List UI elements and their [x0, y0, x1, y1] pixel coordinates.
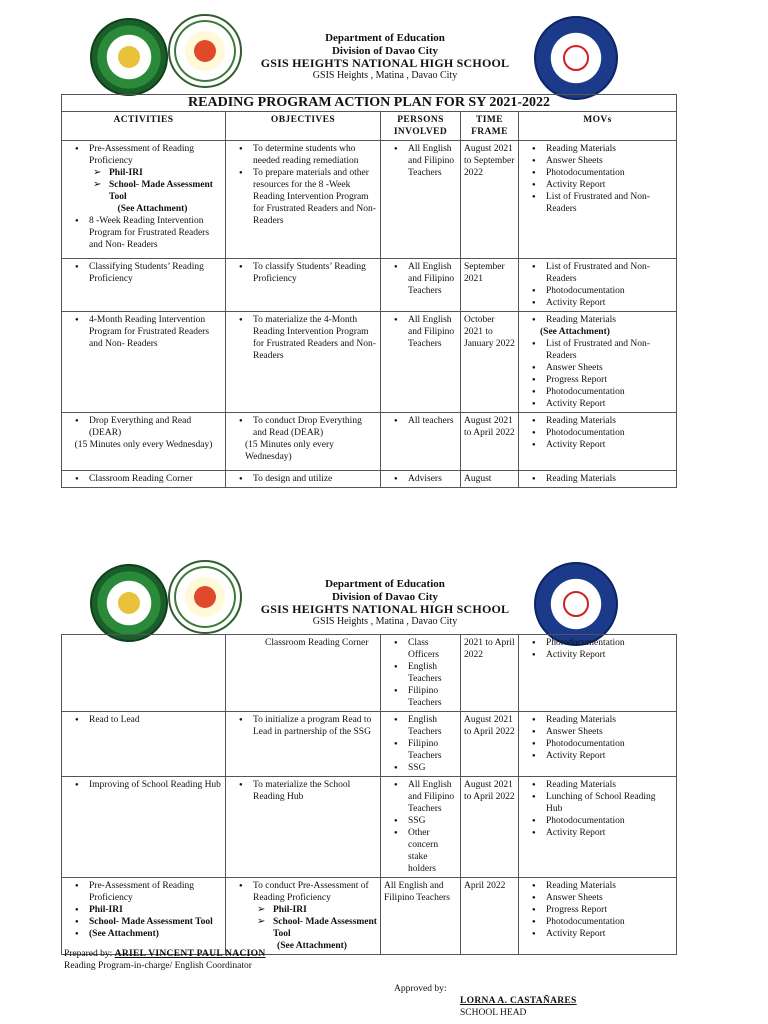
action-plan-table-page-1: [61, 94, 677, 488]
cell-activities: ● Classroom Reading Corner: [62, 471, 226, 488]
table-row: [62, 878, 677, 955]
table-row: [62, 259, 677, 312]
header-division: Division of Davao City: [331, 44, 439, 57]
cell-movs: ● Photodocumentation ● Activity Report: [519, 635, 677, 712]
cell-activities: ● 4-Month Reading Intervention Program for Frustrated Readers and Non- Readers: [62, 312, 226, 413]
cell-activities: ● Improving of School Reading Hub: [62, 777, 226, 878]
table-row: [62, 777, 677, 878]
col-persons: PERSONS INVOLVED: [381, 112, 461, 141]
cell-objectives: ● To determine students who needed reading remediation ● To prepare materials and other resources for the 8 -Week Reading Intervention Program for Frustrated Readers and Non- Readers: [226, 141, 381, 259]
cell-objectives: ● To classify Students’ Reading Proficiency: [226, 259, 381, 312]
davao-city-division-logo-icon: [90, 564, 168, 642]
header-text: [240, 32, 530, 82]
cell-persons: ● All English and Filipino Teachers: [381, 141, 461, 259]
cell-objectives: ● To materialize the School Reading Hub: [226, 777, 381, 878]
approved-name: LORNA A. CASTAÑARES: [460, 996, 577, 1006]
gsis-heights-school-logo-icon: [168, 560, 242, 634]
cell-activities: ● Drop Everything and Read (DEAR) (15 Minutes only every Wednesday): [62, 413, 226, 471]
cell-activities: [62, 635, 226, 712]
cell-persons: ● All English and Filipino Teachers: [381, 259, 461, 312]
header-text: [240, 578, 530, 628]
page-gap: [0, 500, 768, 540]
action-plan-table-page-2: [61, 634, 677, 955]
table-title-row: [62, 95, 677, 112]
approved-role: SCHOOL HEAD: [460, 1008, 527, 1018]
cell-movs: ● Reading Materials (See Attachment) ● List of Frustrated and Non- Readers ● Answer Sheets ● Progress Report ● Photodocumentation ● Activity Report: [519, 312, 677, 413]
page-header: [0, 556, 768, 646]
header-dept: Department of Education: [325, 32, 445, 44]
table-row: [62, 141, 677, 259]
cell-activities: ● Pre-Assessment of Reading Proficiency ● Phil-IRI ● School- Made Assessment Tool ● (See Attachment): [62, 878, 226, 955]
cell-persons: ● All teachers: [381, 413, 461, 471]
table-header-row: [62, 112, 677, 141]
col-time: TIME FRAME: [461, 112, 519, 141]
gsis-heights-school-logo-icon: [168, 14, 242, 88]
cell-activities: ● Classifying Students’ Reading Proficiency: [62, 259, 226, 312]
cell-movs: ● List of Frustrated and Non- Readers ● Photodocumentation ● Activity Report: [519, 259, 677, 312]
col-objectives: OBJECTIVES: [226, 112, 381, 141]
header-address: GSIS Heights , Matina , Davao City: [312, 615, 458, 627]
header-school: GSIS HEIGHTS NATIONAL HIGH SCHOOL: [260, 56, 510, 70]
prepared-name: ARIEL VINCENT PAUL NACION: [114, 949, 266, 959]
header-school: GSIS HEIGHTS NATIONAL HIGH SCHOOL: [260, 602, 510, 616]
cell-objectives: ● To conduct Pre-Assessment of Reading Proficiency ➢ Phil-IRI ➢ School- Made Assessment Tool (See Attachment): [226, 878, 381, 955]
col-movs: MOVs: [519, 112, 677, 141]
cell-movs: ● Reading Materials ● Answer Sheets ● Photodocumentation ● Activity Report ● List of Frustrated and Non- Readers: [519, 141, 677, 259]
cell-time: August 2021 to April 2022: [461, 712, 519, 777]
cell-objectives: ● To design and utilize: [226, 471, 381, 488]
page-header: [0, 10, 768, 100]
davao-city-division-logo-icon: [90, 18, 168, 96]
cell-time: August 2021 to September 2022: [461, 141, 519, 259]
header-division: Division of Davao City: [331, 590, 439, 603]
cell-movs: ● Reading Materials ● Photodocumentation ● Activity Report: [519, 413, 677, 471]
document-page-2: [0, 540, 768, 1024]
cell-persons: ● All English and Filipino Teachers ● SSG ● Other concern stake holders: [381, 777, 461, 878]
table-row: [62, 312, 677, 413]
cell-movs: ● Reading Materials ● Answer Sheets ● Progress Report ● Photodocumentation ● Activity Report: [519, 878, 677, 955]
cell-persons: ● English Teachers ● Filipino Teachers ● SSG: [381, 712, 461, 777]
deped-seal-logo-icon: [534, 16, 618, 100]
cell-persons: All English and Filipino Teachers: [381, 878, 461, 955]
cell-persons: ● All English and Filipino Teachers: [381, 312, 461, 413]
prepared-label: Prepared by:: [64, 949, 113, 959]
approved-label: Approved by:: [394, 984, 447, 994]
cell-objectives: Classroom Reading Corner: [226, 635, 381, 712]
cell-time: August 2021 to April 2022: [461, 413, 519, 471]
cell-movs: ● Reading Materials: [519, 471, 677, 488]
table-row: [62, 413, 677, 471]
cell-objectives: ● To initialize a program Read to Lead in partnership of the SSG: [226, 712, 381, 777]
cell-movs: ● Reading Materials ● Answer Sheets ● Photodocumentation ● Activity Report: [519, 712, 677, 777]
cell-time: April 2022: [461, 878, 519, 955]
document-page-1: [0, 0, 768, 500]
cell-movs: ● Reading Materials ● Lunching of School Reading Hub ● Photodocumentation ● Activity Report: [519, 777, 677, 878]
prepared-role: Reading Program-in-charge/ English Coordinator: [64, 961, 252, 971]
cell-time: September 2021: [461, 259, 519, 312]
table-row: [62, 635, 677, 712]
cell-persons: ● Advisers: [381, 471, 461, 488]
prepared-by-block: [64, 948, 265, 972]
cell-objectives: ● To conduct Drop Everything and Read (DEAR) (15 Minutes only every Wednesday): [226, 413, 381, 471]
cell-persons: ● Class Officers ● English Teachers ● Filipino Teachers: [381, 635, 461, 712]
cell-time: August: [461, 471, 519, 488]
approved-signatory: [460, 995, 577, 1019]
header-address: GSIS Heights , Matina , Davao City: [312, 69, 458, 81]
cell-time: October 2021 to January 2022: [461, 312, 519, 413]
cell-activities: ● Pre-Assessment of Reading Proficiency ➢ Phil-IRI ➢ School- Made Assessment Tool (See Attachment) ● 8 -Week Reading Intervention Program for Frustrated Readers and Non- Readers: [62, 141, 226, 259]
col-activities: ACTIVITIES: [62, 112, 226, 141]
cell-objectives: ● To materialize the 4-Month Reading Intervention Program for Frustrated Readers and Non- Readers: [226, 312, 381, 413]
header-dept: Department of Education: [325, 578, 445, 590]
cell-activities: ● Read to Lead: [62, 712, 226, 777]
table-row: [62, 712, 677, 777]
cell-time: August 2021 to April 2022: [461, 777, 519, 878]
table-title: READING PROGRAM ACTION PLAN FOR SY 2021-2022: [62, 95, 677, 112]
approved-by-block: [394, 983, 447, 995]
table-row: [62, 471, 677, 488]
cell-time: 2021 to April 2022: [461, 635, 519, 712]
